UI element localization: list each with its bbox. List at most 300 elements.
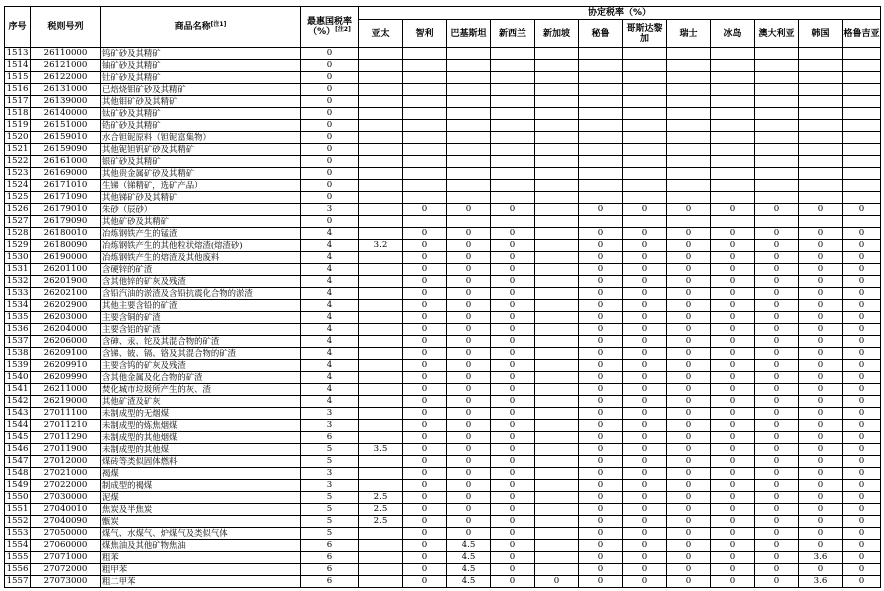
cell-mfn: 5	[301, 444, 359, 456]
cell-rate: 0	[711, 516, 755, 528]
cell-rate: 0	[623, 384, 667, 396]
cell-seq: 1517	[5, 96, 31, 108]
cell-code: 26209990	[31, 372, 101, 384]
table-row	[5, 84, 881, 96]
cell-rate: 0	[579, 552, 623, 564]
cell-rate: 0	[403, 240, 447, 252]
header-agreement: 协定税率（%）	[359, 7, 881, 20]
cell-rate: 0	[711, 204, 755, 216]
cell-rate: 0	[755, 540, 799, 552]
cell-mfn: 4	[301, 396, 359, 408]
table-row	[5, 564, 881, 576]
cell-rate	[447, 156, 491, 168]
cell-code: 26179090	[31, 216, 101, 228]
cell-name: 主要含钨的矿灰及残渣	[101, 360, 301, 372]
cell-seq: 1542	[5, 396, 31, 408]
cell-rate: 0	[755, 408, 799, 420]
cell-rate: 0	[711, 288, 755, 300]
cell-seq: 1548	[5, 468, 31, 480]
cell-rate: 0	[491, 456, 535, 468]
cell-rate: 0	[491, 396, 535, 408]
cell-rate: 0	[799, 540, 843, 552]
cell-rate	[403, 168, 447, 180]
cell-code: 26131000	[31, 84, 101, 96]
cell-seq: 1554	[5, 540, 31, 552]
cell-rate: 0	[711, 492, 755, 504]
cell-rate: 0	[447, 240, 491, 252]
table-row	[5, 576, 881, 588]
cell-rate: 0	[447, 504, 491, 516]
cell-rate	[535, 144, 579, 156]
cell-rate: 0	[623, 252, 667, 264]
cell-rate	[491, 120, 535, 132]
cell-rate: 0	[447, 204, 491, 216]
cell-rate: 0	[711, 564, 755, 576]
cell-seq: 1550	[5, 492, 31, 504]
cell-rate	[535, 384, 579, 396]
cell-rate: 0	[843, 336, 881, 348]
cell-seq: 1535	[5, 312, 31, 324]
cell-rate: 0	[711, 432, 755, 444]
cell-rate	[535, 372, 579, 384]
cell-seq: 1519	[5, 120, 31, 132]
cell-mfn: 4	[301, 252, 359, 264]
cell-rate: 0	[843, 456, 881, 468]
cell-rate	[667, 84, 711, 96]
header-name-note: [注1]	[210, 21, 227, 28]
cell-rate: 0	[755, 264, 799, 276]
cell-rate: 0	[403, 252, 447, 264]
cell-seq: 1549	[5, 480, 31, 492]
cell-name: 其他钼矿砂及其精矿	[101, 96, 301, 108]
cell-rate	[711, 192, 755, 204]
cell-seq: 1541	[5, 384, 31, 396]
cell-rate	[535, 396, 579, 408]
cell-rate: 0	[799, 564, 843, 576]
cell-rate	[535, 48, 579, 60]
cell-seq: 1534	[5, 300, 31, 312]
cell-rate: 0	[799, 240, 843, 252]
cell-rate	[359, 564, 403, 576]
cell-rate: 0	[755, 312, 799, 324]
cell-code: 26171010	[31, 180, 101, 192]
cell-seq: 1553	[5, 528, 31, 540]
cell-rate: 0	[403, 288, 447, 300]
cell-rate: 0	[447, 300, 491, 312]
cell-rate	[447, 180, 491, 192]
cell-name: 锆矿砂及其精矿	[101, 120, 301, 132]
cell-seq: 1552	[5, 516, 31, 528]
cell-seq: 1530	[5, 252, 31, 264]
cell-rate: 0	[491, 312, 535, 324]
cell-rate: 0	[799, 408, 843, 420]
cell-rate	[579, 168, 623, 180]
cell-rate: 0	[755, 444, 799, 456]
cell-rate	[799, 168, 843, 180]
cell-rate: 0	[403, 564, 447, 576]
cell-rate: 0	[755, 528, 799, 540]
cell-rate: 0	[711, 576, 755, 588]
cell-rate: 0	[843, 276, 881, 288]
cell-rate: 3.6	[799, 576, 843, 588]
table-row	[5, 504, 881, 516]
cell-rate	[755, 156, 799, 168]
cell-code: 26202100	[31, 288, 101, 300]
cell-rate: 0	[843, 492, 881, 504]
cell-rate: 0	[403, 276, 447, 288]
cell-rate: 0	[667, 384, 711, 396]
cell-code: 26209100	[31, 348, 101, 360]
table-row	[5, 204, 881, 216]
cell-seq: 1518	[5, 108, 31, 120]
cell-rate	[579, 216, 623, 228]
cell-rate	[359, 252, 403, 264]
cell-rate: 0	[579, 348, 623, 360]
cell-rate	[359, 216, 403, 228]
cell-rate: 4.5	[447, 576, 491, 588]
header-country: 格鲁吉亚	[843, 20, 881, 48]
cell-rate	[579, 144, 623, 156]
cell-rate: 0	[843, 552, 881, 564]
cell-rate: 0	[667, 408, 711, 420]
cell-rate: 0	[755, 552, 799, 564]
cell-mfn: 6	[301, 564, 359, 576]
cell-rate: 0	[491, 252, 535, 264]
cell-rate	[755, 192, 799, 204]
cell-rate: 0	[667, 564, 711, 576]
cell-rate	[359, 300, 403, 312]
cell-rate	[359, 348, 403, 360]
cell-seq: 1527	[5, 216, 31, 228]
cell-rate: 0	[755, 396, 799, 408]
cell-rate: 0	[579, 396, 623, 408]
table-row	[5, 180, 881, 192]
cell-rate: 0	[799, 396, 843, 408]
cell-code: 27021000	[31, 468, 101, 480]
cell-rate: 0	[623, 228, 667, 240]
cell-seq: 1525	[5, 192, 31, 204]
cell-mfn: 0	[301, 48, 359, 60]
cell-rate	[447, 192, 491, 204]
cell-rate: 0	[447, 252, 491, 264]
cell-name: 粗甲苯	[101, 564, 301, 576]
cell-rate	[755, 216, 799, 228]
cell-rate: 0	[623, 504, 667, 516]
cell-rate	[755, 120, 799, 132]
cell-rate	[403, 48, 447, 60]
cell-mfn: 4	[301, 372, 359, 384]
cell-mfn: 4	[301, 324, 359, 336]
cell-rate	[535, 480, 579, 492]
cell-rate: 0	[799, 300, 843, 312]
table-row	[5, 48, 881, 60]
cell-mfn: 4	[301, 228, 359, 240]
cell-rate: 0	[843, 528, 881, 540]
cell-rate: 0	[579, 240, 623, 252]
cell-rate: 0	[623, 516, 667, 528]
cell-rate	[843, 144, 881, 156]
cell-code: 27040010	[31, 504, 101, 516]
cell-rate: 0	[711, 336, 755, 348]
cell-rate	[755, 84, 799, 96]
cell-rate	[667, 132, 711, 144]
cell-rate: 0	[755, 480, 799, 492]
cell-rate: 0	[579, 324, 623, 336]
cell-rate: 0	[623, 360, 667, 372]
header-country: 新加坡	[535, 20, 579, 48]
header-country: 秘鲁	[579, 20, 623, 48]
table-row	[5, 468, 881, 480]
cell-rate	[755, 144, 799, 156]
cell-rate: 0	[799, 372, 843, 384]
cell-rate	[843, 132, 881, 144]
cell-mfn: 6	[301, 540, 359, 552]
cell-rate: 0	[447, 432, 491, 444]
cell-rate: 0	[843, 564, 881, 576]
table-row	[5, 60, 881, 72]
cell-rate	[403, 96, 447, 108]
cell-rate	[359, 420, 403, 432]
cell-rate: 2.5	[359, 504, 403, 516]
cell-seq: 1536	[5, 324, 31, 336]
cell-rate: 0	[403, 336, 447, 348]
cell-seq: 1531	[5, 264, 31, 276]
cell-rate	[535, 156, 579, 168]
cell-mfn: 0	[301, 168, 359, 180]
cell-rate: 0	[403, 204, 447, 216]
cell-rate: 0	[403, 528, 447, 540]
cell-rate	[535, 276, 579, 288]
cell-code: 27073000	[31, 576, 101, 588]
header-country: 澳大利亚	[755, 20, 799, 48]
cell-rate: 3.2	[359, 240, 403, 252]
cell-rate: 0	[403, 492, 447, 504]
cell-rate: 0	[447, 324, 491, 336]
cell-mfn: 4	[301, 348, 359, 360]
cell-rate	[843, 72, 881, 84]
cell-rate	[535, 348, 579, 360]
cell-rate: 0	[711, 372, 755, 384]
cell-rate	[535, 252, 579, 264]
cell-rate: 0	[667, 360, 711, 372]
cell-rate: 0	[403, 396, 447, 408]
cell-rate	[623, 108, 667, 120]
cell-rate: 0	[843, 288, 881, 300]
cell-rate: 0	[667, 492, 711, 504]
cell-rate	[491, 192, 535, 204]
cell-rate: 0	[843, 240, 881, 252]
cell-rate	[799, 72, 843, 84]
cell-rate: 0	[667, 516, 711, 528]
table-row	[5, 396, 881, 408]
cell-rate: 0	[623, 372, 667, 384]
cell-rate	[799, 132, 843, 144]
cell-rate	[403, 192, 447, 204]
cell-code: 26121000	[31, 60, 101, 72]
cell-seq: 1513	[5, 48, 31, 60]
cell-rate: 0	[799, 444, 843, 456]
cell-rate: 0	[711, 540, 755, 552]
cell-rate	[799, 156, 843, 168]
cell-rate	[359, 312, 403, 324]
cell-rate: 0	[403, 408, 447, 420]
cell-rate: 0	[799, 480, 843, 492]
cell-rate	[667, 144, 711, 156]
table-row	[5, 372, 881, 384]
cell-rate	[535, 300, 579, 312]
cell-name: 煤气、水煤气、炉煤气及类似气体	[101, 528, 301, 540]
cell-rate	[843, 48, 881, 60]
cell-rate: 0	[843, 252, 881, 264]
cell-name: 其他矿渣及矿灰	[101, 396, 301, 408]
cell-code: 26219000	[31, 396, 101, 408]
cell-rate	[667, 168, 711, 180]
cell-name: 钛矿砂及其精矿	[101, 108, 301, 120]
cell-rate: 0	[623, 276, 667, 288]
cell-rate: 0	[623, 432, 667, 444]
cell-rate: 0	[623, 264, 667, 276]
cell-rate: 0	[491, 348, 535, 360]
cell-seq: 1515	[5, 72, 31, 84]
cell-rate: 0	[579, 420, 623, 432]
cell-rate	[535, 540, 579, 552]
cell-rate: 0	[667, 396, 711, 408]
cell-rate	[579, 192, 623, 204]
cell-rate	[359, 456, 403, 468]
cell-name: 其他矿砂及其精矿	[101, 216, 301, 228]
cell-name: 未制成型的其他煤	[101, 444, 301, 456]
cell-rate: 0	[667, 300, 711, 312]
cell-rate: 0	[799, 288, 843, 300]
cell-rate	[799, 192, 843, 204]
cell-name: 褐煤	[101, 468, 301, 480]
cell-name: 冶炼钢铁产生的熔渣及其他废料	[101, 252, 301, 264]
cell-rate: 0	[491, 288, 535, 300]
cell-rate	[623, 72, 667, 84]
cell-rate	[403, 132, 447, 144]
table-row	[5, 408, 881, 420]
cell-rate	[403, 120, 447, 132]
cell-rate: 3.6	[799, 552, 843, 564]
cell-rate: 0	[711, 264, 755, 276]
cell-rate: 0	[667, 504, 711, 516]
cell-rate: 0	[667, 264, 711, 276]
cell-rate: 0	[667, 420, 711, 432]
cell-rate: 0	[843, 420, 881, 432]
cell-rate: 0	[799, 276, 843, 288]
cell-rate	[359, 540, 403, 552]
cell-rate: 0	[711, 528, 755, 540]
cell-rate: 0	[579, 288, 623, 300]
table-row	[5, 516, 881, 528]
cell-rate: 0	[535, 576, 579, 588]
cell-rate	[535, 324, 579, 336]
cell-rate: 0	[447, 228, 491, 240]
cell-rate	[491, 48, 535, 60]
table-row	[5, 300, 881, 312]
cell-rate: 0	[623, 240, 667, 252]
cell-seq: 1521	[5, 144, 31, 156]
cell-name: 其他锑矿砂及其精矿	[101, 192, 301, 204]
cell-rate: 0	[579, 468, 623, 480]
cell-rate: 0	[799, 528, 843, 540]
cell-rate	[535, 456, 579, 468]
cell-seq: 1547	[5, 456, 31, 468]
cell-rate: 0	[843, 396, 881, 408]
cell-rate: 0	[755, 492, 799, 504]
cell-rate: 0	[755, 288, 799, 300]
cell-rate: 0	[447, 528, 491, 540]
cell-rate	[403, 72, 447, 84]
cell-rate: 0	[491, 432, 535, 444]
table-row	[5, 552, 881, 564]
cell-rate: 0	[491, 444, 535, 456]
cell-mfn: 0	[301, 144, 359, 156]
cell-rate: 0	[711, 240, 755, 252]
cell-rate: 0	[491, 528, 535, 540]
table-row	[5, 108, 881, 120]
cell-rate: 0	[579, 516, 623, 528]
cell-rate: 0	[711, 396, 755, 408]
cell-rate: 0	[491, 228, 535, 240]
table-body	[5, 48, 881, 588]
cell-rate: 0	[623, 204, 667, 216]
cell-rate	[359, 336, 403, 348]
cell-rate: 0	[623, 348, 667, 360]
cell-rate: 0	[491, 324, 535, 336]
cell-rate	[843, 168, 881, 180]
cell-name: 泥煤	[101, 492, 301, 504]
cell-rate: 0	[667, 540, 711, 552]
table-row	[5, 264, 881, 276]
cell-rate	[491, 108, 535, 120]
cell-rate: 0	[843, 480, 881, 492]
cell-mfn: 4	[301, 336, 359, 348]
cell-rate	[579, 60, 623, 72]
cell-rate	[359, 360, 403, 372]
cell-rate	[535, 204, 579, 216]
cell-rate: 0	[799, 384, 843, 396]
cell-rate: 0	[799, 456, 843, 468]
cell-rate: 0	[623, 540, 667, 552]
cell-code: 27022000	[31, 480, 101, 492]
cell-code: 26110000	[31, 48, 101, 60]
cell-code: 26122000	[31, 72, 101, 84]
cell-rate: 0	[755, 564, 799, 576]
cell-rate	[535, 168, 579, 180]
cell-rate: 0	[755, 252, 799, 264]
cell-mfn: 4	[301, 276, 359, 288]
cell-rate: 0	[491, 552, 535, 564]
cell-code: 26161000	[31, 156, 101, 168]
cell-rate	[623, 156, 667, 168]
cell-rate	[359, 228, 403, 240]
cell-seq: 1533	[5, 288, 31, 300]
cell-rate	[359, 432, 403, 444]
cell-rate: 0	[491, 504, 535, 516]
cell-seq: 1537	[5, 336, 31, 348]
cell-rate	[359, 552, 403, 564]
cell-code: 26180010	[31, 228, 101, 240]
cell-rate	[755, 60, 799, 72]
cell-rate	[491, 216, 535, 228]
cell-rate	[447, 108, 491, 120]
cell-code: 27071000	[31, 552, 101, 564]
cell-rate: 0	[843, 348, 881, 360]
header-country: 智利	[403, 20, 447, 48]
cell-code: 26206000	[31, 336, 101, 348]
table-header	[5, 7, 881, 48]
